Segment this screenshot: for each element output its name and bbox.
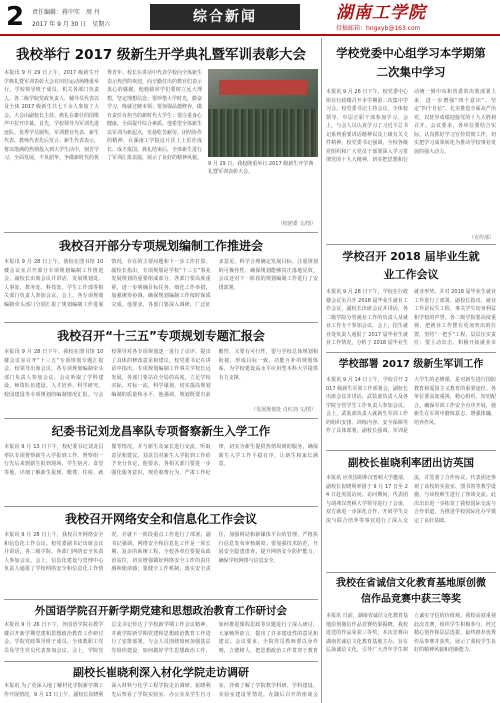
issue-date: 2017 年 9 月 30 日 星期六	[32, 21, 111, 28]
article-headline: 外国语学院召开新学期党建和思想政治教育工作研讨会	[35, 605, 287, 617]
article-credit: （校团委 文/图）	[277, 221, 316, 227]
article-vice-president-visit	[4, 664, 318, 702]
photo-caption: 9 月 29 日，我校隆重举行 2017 级新生开学典礼暨军训表彰大会。	[208, 161, 314, 175]
photo-stage	[219, 80, 307, 96]
section-rule	[4, 418, 318, 419]
article-body: 本报讯 9 月 26 日下午，校党委中心组在行政楼召开本学期第二次集中学习会。校党委书记主持会议，全体校领导、中层正职干部参加学习。会上，与会人员认真学习了习近平总书记系列重要讲话精神以及上级有关文件精神。校党委书记强调，全校各级党组织和广大党员干部要深入学习贯彻党的十九大精神，切实把思想和行动统一到中央和省委的决策部署上来，进一步增强“四个意识”，坚定“四个自信”，扎实推进全面从严治党，以优异成绩迎接党的十九大胜利召开。会议要求，各单位要结合实际，认真抓好学习宣传贯彻工作，切实把学习成果转化为推动学校事业发展的强大动力。	[326, 89, 496, 163]
photo-crowd	[208, 109, 318, 157]
article-planning-meeting	[4, 236, 318, 320]
article-headline: 我校举行 2017 级新生开学典礼暨军训表彰大会	[16, 47, 306, 63]
section-rule	[326, 572, 496, 573]
header-rule	[0, 34, 500, 36]
section-rule	[326, 244, 496, 245]
article-headline: 学校党委中心组学习本学期第二次集中学习	[336, 46, 486, 79]
column-divider	[321, 38, 322, 703]
article-body: 本报讯 9 月 28 日上午，我校在图书馆 10 楼会议室召开部分专项规划编制工作推进会。副校长出席会议并讲话，发展规划处、人事处、教务处、科技处、学生工作部等相关部门负责人参加会议。会上，各专项规划编制牵头部门分别汇报了规划编制工作进展情况、存在的主要问题和下一步工作打算。副校长指出，专项规划是学校“十三五”事业发展规划的重要组成部分，各部门要高度重视，进一步明确目标任务，细化工作举措，加强统筹协调，确保规划编制工作按时保质完成。他要求，各部门要深入调研，广泛征求意见，科学合理确定发展目标，注重规划的可操作性，确保规划能够真正落地见效。会议还对下一阶段的规划编制工作进行了安排部署。	[4, 259, 318, 308]
article-headline: 学校召开 2018 届毕业生就业工作会议	[342, 250, 480, 281]
article-employment-meeting	[326, 248, 496, 350]
article-headline: 纪委书记刘龙昌率队专项督察新生入学工作	[51, 424, 271, 438]
article-headline: 我校召开部分专项规划编制工作推进会	[58, 239, 263, 253]
section-rule	[4, 322, 318, 323]
article-headline: 副校长崔晓利深入材化学院走访调研	[73, 666, 249, 679]
article-credit: （宣传部）	[468, 235, 494, 241]
section-rule	[4, 232, 318, 233]
section-rule	[326, 352, 496, 353]
article-discipline-inspection	[4, 421, 318, 504]
masthead-logo: 湖南工学院	[336, 3, 426, 23]
article-body: 本报讯 9 月 14 日上午，学校召开 2017 级新生军训工作部署会，副校长出席会议并讲话，武装部负责人及各学院分管学生工作负责人参加会议。会上，武装部负责人就新生军训工作的组织安排、训练内容、安全保障等作了具体部署。副校长强调，军训是大学生的必修课，是对新生进行国防教育和爱国主义教育的重要途径。各单位要高度重视，精心组织，密切配合，确保军训工作安全有序开展，使新生在军训中磨炼意志、增强体魄、培养作风。	[326, 377, 496, 434]
section-rule	[4, 599, 318, 600]
section-rule	[4, 506, 318, 507]
article-body: 本报讯 9 月 13 日下午，校纪委书记刘龙昌率队专项督察新生入学报到工作。督察组一行先后来到新生报到现场、学生宿舍、食堂等地，详细了解新生报到、缴费、住宿、就餐等情况，并与新生及家长进行交流，听取意见和建议。刘龙昌对新生入学报到工作给予充分肯定，他要求，各相关部门要进一步强化服务意识，规范收费行为，严肃工作纪律，切实为新生提供热情周到的服务，确保新生入学工作平稳有序，让新生和家长满意。	[4, 444, 318, 476]
article-party-study	[326, 44, 496, 242]
article-headline: 我校在省诚信文化教育基地原创微信作品竞赛中获三等奖	[336, 578, 486, 605]
article-headline: 副校长崔晓利率团出访英国	[348, 457, 474, 469]
editors-line: 责任编辑：蒋中实 周 丹	[32, 9, 100, 16]
submission-email[interactable]: 投稿邮箱：hngxyb@163.com	[336, 25, 421, 32]
page-header	[0, 0, 500, 38]
article-foreign-languages	[4, 602, 318, 660]
article-military-training	[326, 356, 496, 448]
article-headline: 学校部署 2017 级新生军训工作	[338, 359, 484, 370]
article-body: 本报讯 为了更深入地了解材化学院新学期工作开展情况，9 月 13 日上午，副校长崔晓利深入材料与化学工程学院走访调研。崔晓利先后察看了学院实验室、办公室及学生自习室，详细了解了学院教学科研、学科建设、实验室建设等情况。在随后召开的座谈会	[4, 683, 318, 698]
article-body: 本报讯 日前，湖南省诚信文化教育基地原创微信作品竞赛结果揭晓，我校选送的作品荣获三等奖。本次竞赛由湖南省诚信文化教育基地主办，旨在弘扬诚信文化，引导广大青年学生树立诚实守信的价值观。我校高度重视此次竞赛，组织学生积极参与，经过精心创作和层层选拔，最终推荐优秀作品参赛并获奖，展示了我校学生良好的精神风貌和创新能力。	[326, 613, 496, 653]
article-uk-visit	[326, 454, 496, 570]
article-body: 本报讯 9 月 26 日下午，外国语学院在教学楼召开新学期党建和思想政治教育工作研讨会，学院党政领导班子成员、全体教职工党员及学生党员代表参加会议。会上，学院党总支书记传达了学校新学期工作会议精神，并就学院新学期党建和思想政治教育工作进行了安排部署。与会人员围绕如何加强基层党组织建设、如何做好学生思想政治工作、如何推进课程思政等议题进行了深入研讨，大家畅所欲言，提出了许多建设性的意见和建议。会议要求，全院党员教师要以身作则，立德树人，把思想政治工作贯穿于教育	[4, 622, 318, 654]
article-credit: （发展规划处 肖红剑 文/图）	[251, 407, 316, 413]
article-13th-five-year-plan	[4, 326, 318, 416]
article-opening-ceremony	[4, 44, 318, 230]
article-headline: 我校召开网络安全和信息化工作会议	[64, 512, 257, 526]
article-body: 本报讯 9 月 28 日上午，我校召开网络安全和信息化工作会议。校党委副书记出席会议并讲话，各二级学院、各部门网络安全负责人参加会议。会上，信息化建设与管理中心负责人通报了学校网络安全和信息化工作情况，并就下一阶段重点工作进行了部署。副书记强调，网络安全和信息化工作是一项长期、复杂的系统工程，全校各单位要提高政治站位，切实增强做好网络安全工作的责任感和使命感；要健全工作机制，落实安全责任，加强网站和新媒体平台的管理，严格执行信息发布审核制度；要加强技术防范，开展安全隐患排查，提升网络安全防护能力，确保学校网络与信息安全。	[4, 532, 318, 572]
section-rule	[4, 661, 318, 662]
article-body: 本报讯 9 月 28 日下午，我校在图书馆 10 楼会议室召开“十三五”专项规划专题汇报会。校领导出席会议，各专项规划编制牵头部门负责人参加会议。会议听取了学科建设、师资队伍建设、人才培养、科学研究、校园建设等专项规划的编制情况汇报。与会校领导对各专项规划逐一进行了点评，提出了具体的修改意见和建议。校党委书记在讲话中指出，专项规划编制工作事关学校长远发展，各部门要站在全局的高度，立足学校实际，对标一流，科学谋划，切实提高规划编制的质量和水平。他强调，规划既要有前瞻性，又要有可行性，要与学校总体规划相衔接，形成目标一致、功能互补的规划体系，为学校建设高水平应用型本科大学提供有力支撑。	[4, 349, 318, 398]
article-body: 本报讯 9 月 29 日上午，2017 级新生开学典礼暨军训表彰大会在田径运动场隆重举行。学校领导班子成员、机关各部门负责人、各二级学院党政负责人、辅导员代表以及全体 2017 级新生共七千余人参加了大会。大会由副校长主持。典礼在雄壮的国歌声中拉开序幕。首先，学校领导为军训先进连队、优秀学员颁奖，军训教官代表、新生代表、教师代表先后发言。新生代表表示，将以饱满的热情投入到大学生活中，刻苦学习，全面发展，不负韶华，争做新时代的优秀青年。校长在讲话中代表学校向全体新生表示热烈的欢迎，向辛勤付出的教官们表示衷心的感谢。他勉励同学们要树立远大理想，坚定理想信念；要珍惜大学时光，勤奋学习，练就过硬本领；要加强品德修养，做有责任有担当的新时代大学生；要注重身心健康，全面提升综合素质。他希望全体新生以军训为新起点，发扬吃苦耐劳、团结协作的精神，在湖南工学院这片沃土上茁壮成长、成才报国。典礼结束后，全体新生进行了军训汇报表演，展示了良好的精神风貌。	[4, 70, 202, 161]
article-body: 本报讯 9 月 28 日下午，学校在行政楼会议室召开 2018 届毕业生就业工作会议，副校长出席会议并讲话，各二级学院分管就业工作的负责人及就业工作专干参加会议。会上，招生就业处负责人通报了 2017 届毕业生就业工作情况，分析了 2018 届毕业生就业形势，并对 2018 届毕业生就业工作进行了部署。副校长指出，就业工作是民生工程，事关学生切身利益和学校的声誉。各二级学院要高度重视，把就业工作摆在更加突出的位置，坚持“一把手”工程，层层压实责任；要主动出击，积极开拓就业市	[326, 289, 496, 346]
section-rule	[326, 450, 496, 451]
article-cybersecurity	[4, 509, 318, 597]
page-number: 2	[6, 2, 25, 32]
section-title: 综合新闻	[150, 4, 300, 30]
article-headline: 我校召开“十三五”专项规划专题汇报会	[57, 329, 265, 343]
article-integrity-contest	[326, 576, 496, 702]
article-body: 本报讯 应英国胡弗汉普顿大学邀请，副校长崔晓利率团于 9 月 17 日至 24 日赴英国访问。访问期间，代表团与胡弗汉普顿大学领导进行了会谈，双方就进一步深化合作、开展学生交流与联合培养等事宜进行了深入交流，并签署了合作协议。代表团还参观了该校的实验室、图书馆等教学设施，与该校师生进行了座谈交流。此次出访进一步拓宽了我校国际交流与合作渠道，为推进学校国际化办学奠定了良好基础。	[326, 475, 496, 524]
ceremony-photo	[208, 69, 318, 157]
